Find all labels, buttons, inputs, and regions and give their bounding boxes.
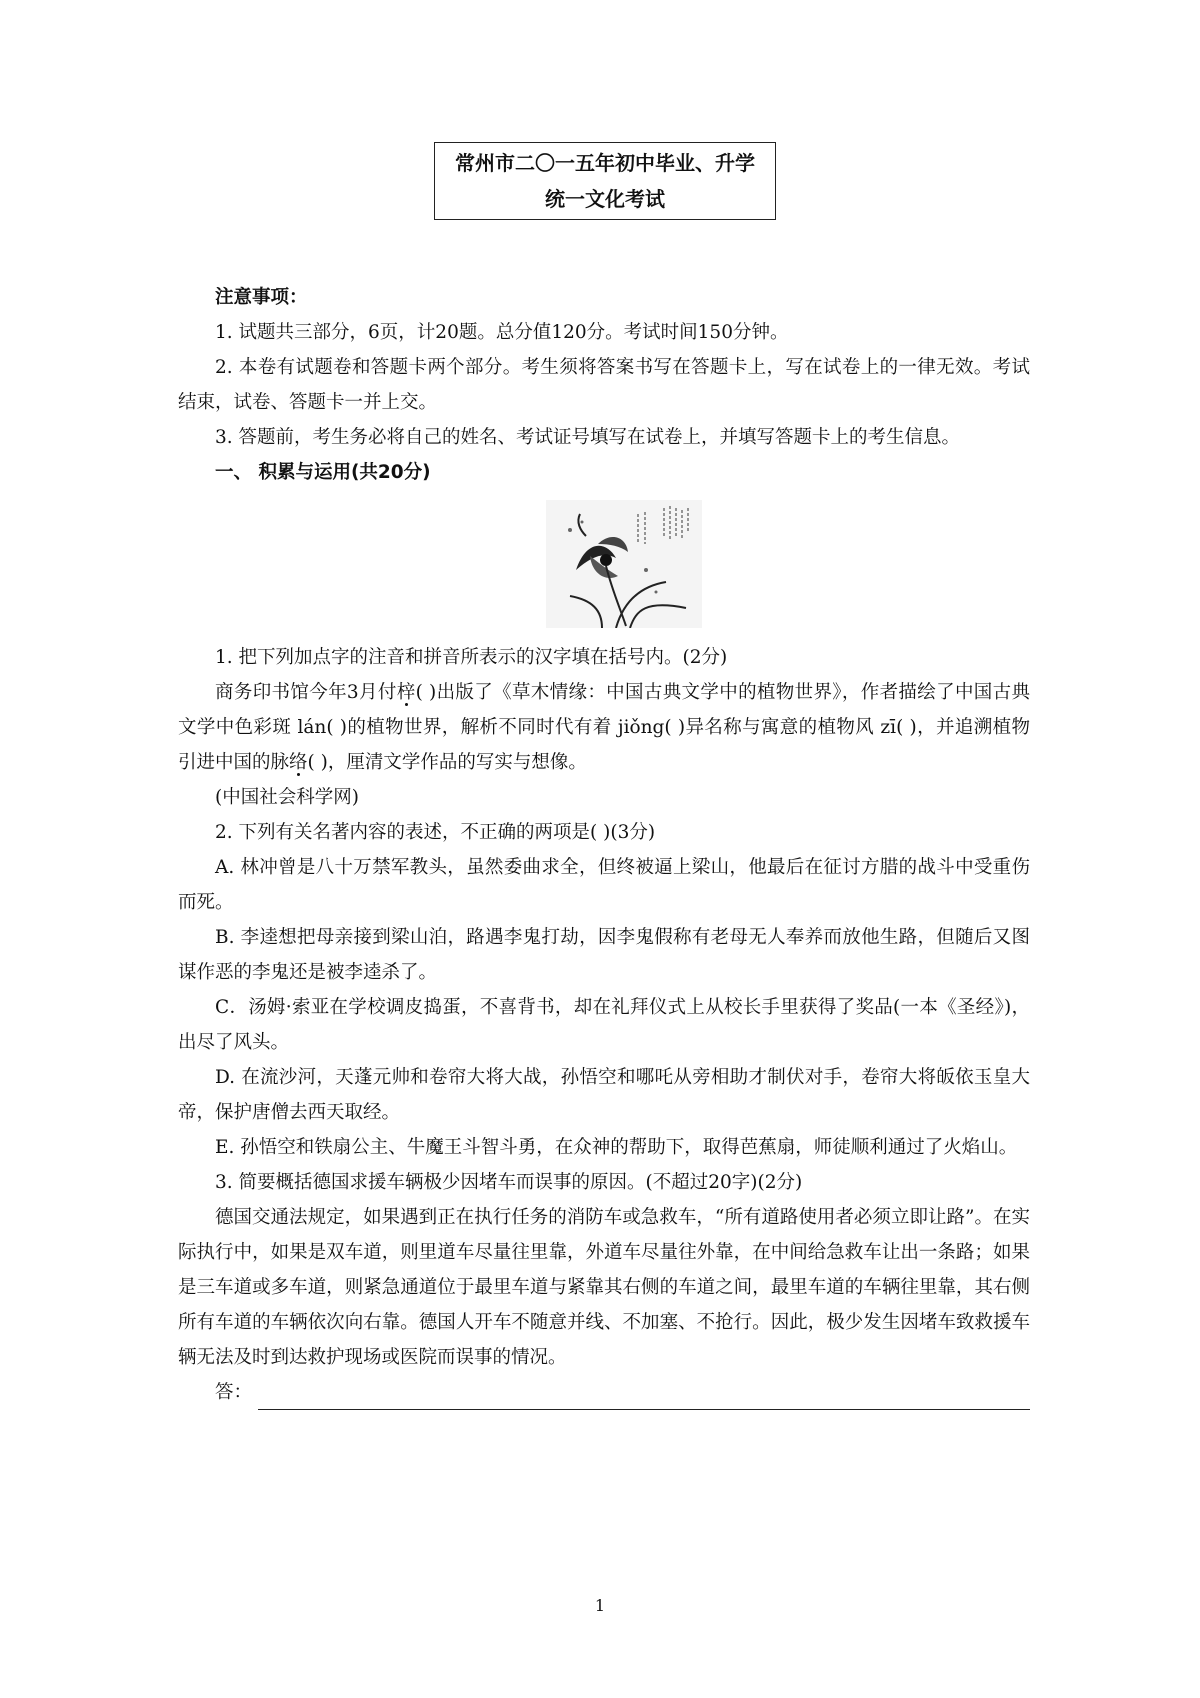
question-2-option-c: C．汤姆·索亚在学校调皮捣蛋，不喜背书，却在礼拜仪式上从校长手里获得了奖品(一本《圣经》)，出尽了风头。: [178, 997, 1030, 1053]
document-body: [178, 280, 1030, 1410]
question-2-option-b: B. 李逵想把母亲接到梁山泊，路遇李鬼打劫，因李鬼假称有老母无人奉养而放他生路，但随后又图谋作恶的李鬼还是被李逵杀了。: [178, 927, 1030, 983]
question-3-prompt: 3. 简要概括德国求援车辆极少因堵车而误事的原因。(不超过20字)(2分): [215, 1172, 803, 1193]
question-2-option-e: E. 孙悟空和铁扇公主、牛魔王斗智斗勇，在众神的帮助下，取得芭蕉扇，师徒顺利通过了火焰山。: [215, 1137, 1018, 1158]
notice-heading: 注意事项：: [215, 287, 308, 308]
question-1-prompt: 1. 把下列加点字的注音和拼音所表示的汉字填在括号内。(2分): [215, 647, 728, 668]
exam-title-line1: 常州市二〇一五年初中毕业、升学: [455, 151, 755, 175]
question-1-source: (中国社会科学网): [215, 787, 359, 808]
q1-text-part2: ( )出版了《草木情缘：中国古典文学中的植物世界》，作者描绘了中国古典文学中色彩斑 lán( )的植物世界，解析不同时代有着 jiǒng( )异名称与寓意的植物风 zī( )，并追溯植物引进中国的脉: [178, 682, 1030, 773]
answer-blank[interactable]: [258, 1383, 1030, 1410]
orchid-painting-image: [546, 500, 702, 628]
answer-line[interactable]: [178, 1375, 1030, 1410]
exam-title-line2: 统一文化考试: [545, 187, 665, 211]
title-box: [434, 142, 776, 220]
notice-item-2: 2. 本卷有试题卷和答题卡两个部分。考生须将答案书写在答题卡上，写在试卷上的一律无效。考试结束，试卷、答题卡一并上交。: [178, 357, 1030, 413]
answer-label: 答：: [215, 1382, 253, 1403]
q1-text-part3: ( )，厘清文学作品的写实与想像。: [307, 752, 587, 773]
dotted-char-luo: 络: [289, 752, 308, 773]
notice-item-3: 3. 答题前，考生务必将自己的姓名、考试证号填写在试卷上，并填写答题卡上的考生信息。: [215, 427, 961, 448]
notice-item-1: 1. 试题共三部分，6页，计20题。总分值120分。考试时间150分钟。: [215, 322, 789, 343]
question-1-passage: [178, 675, 1030, 780]
section-1-heading: 一、 积累与运用(共20分): [215, 462, 431, 483]
orchid-ink-painting: [546, 500, 702, 628]
question-2-option-a: A. 林冲曾是八十万禁军教头，虽然委曲求全，但终被逼上梁山，他最后在征讨方腊的战斗中受重伤而死。: [178, 857, 1030, 913]
dotted-char-zi: 梓: [396, 682, 416, 703]
question-2-option-d: D. 在流沙河，天蓬元帅和卷帘大将大战，孙悟空和哪吒从旁相助才制伏对手，卷帘大将皈依玉皇大帝，保护唐僧去西天取经。: [178, 1067, 1030, 1123]
page-number: 1: [594, 1596, 606, 1615]
question-3-passage: 德国交通法规定，如果遇到正在执行任务的消防车或急救车，“所有道路使用者必须立即让路”。在实际执行中，如果是双车道，则里道车尽量往里靠，外道车尽量往外靠，在中间给急救车让出一条路；如果是三车道或多车道，则紧急通道位于最里车道与紧靠其右侧的车道之间，最里车道的车辆往里靠，其右侧所有车道的车辆依次向右靠。德国人开车不随意并线、不加塞、不抢行。因此，极少发生因堵车致救援车辆无法及时到达救护现场或医院而误事的情况。: [178, 1207, 1030, 1368]
q1-text-part1: 商务印书馆今年3月付: [215, 682, 397, 703]
question-2-prompt: 2. 下列有关名著内容的表述，不正确的两项是( )(3分): [215, 822, 656, 843]
